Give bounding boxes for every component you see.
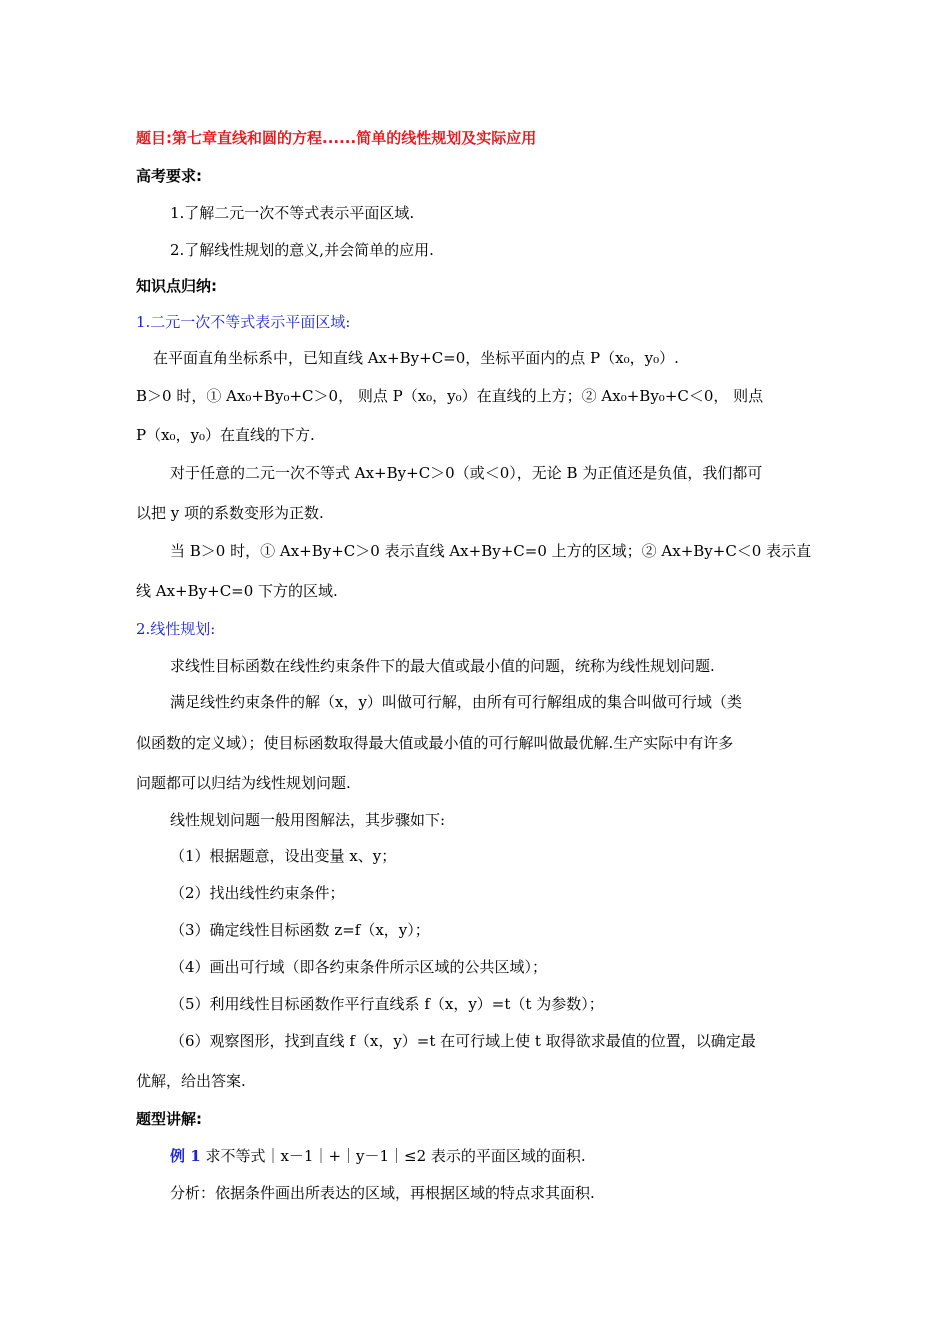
paragraph: P（x₀，y₀）在直线的下方. (136, 426, 315, 444)
paragraph: 对于任意的二元一次不等式 Ax+By+C＞0（或＜0），无论 B 为正值还是负值，我们都可 (170, 464, 763, 482)
paragraph: 满足线性约束条件的解（x，y）叫做可行解，由所有可行解组成的集合叫做可行域（类 (170, 693, 742, 711)
paragraph: 以把 y 项的系数变形为正数. (136, 504, 324, 522)
step-item: （5）利用线性目标函数作平行直线系 f（x，y）=t（t 为参数）； (170, 995, 604, 1013)
step-item: （3）确定线性目标函数 z=f（x，y）； (170, 921, 430, 939)
paragraph: 求线性目标函数在线性约束条件下的最大值或最小值的问题，统称为线性规划问题. (170, 657, 715, 675)
knowledge-heading: 知识点归纳: (136, 277, 217, 295)
requirements-heading: 高考要求: (136, 167, 202, 185)
step-item: （6）观察图形，找到直线 f（x，y）=t 在可行域上使 t 取得欲求最值的位置，以确定最 (170, 1032, 756, 1050)
page-title: 题目:第七章直线和圆的方程......简单的线性规划及实际应用 (136, 129, 537, 147)
paragraph: 线 Ax+By+C=0 下方的区域. (136, 582, 338, 600)
paragraph: B＞0 时，① Ax₀+By₀+C＞0， 则点 P（x₀，y₀）在直线的上方；② Ax₀+By₀+C＜0， 则点 (136, 387, 764, 405)
paragraph: 当 B＞0 时，① Ax+By+C＞0 表示直线 Ax+By+C=0 上方的区域；② Ax+By+C＜0 表示直 (170, 542, 812, 560)
requirement-2: 2.了解线性规划的意义,并会简单的应用. (170, 241, 434, 259)
examples-heading: 题型讲解: (136, 1110, 202, 1128)
example-1-label: 例 1 (170, 1147, 201, 1165)
step-item: 优解，给出答案. (136, 1072, 246, 1090)
step-item: （4）画出可行域（即各约束条件所示区域的公共区域）； (170, 958, 548, 976)
knowledge-section-1-heading: 1.二元一次不等式表示平面区域: (136, 313, 351, 331)
paragraph: 在平面直角坐标系中，已知直线 Ax+By+C=0，坐标平面内的点 P（x₀，y₀）. (153, 349, 679, 367)
requirement-1: 1.了解二元一次不等式表示平面区域. (170, 204, 415, 222)
paragraph: 线性规划问题一般用图解法，其步骤如下: (170, 811, 446, 829)
step-item: （2）找出线性约束条件； (170, 884, 345, 902)
example-1-text: 求不等式｜x－1｜+｜y－1｜≤2 表示的平面区域的面积. (205, 1147, 586, 1165)
knowledge-section-2-heading: 2.线性规划: (136, 620, 216, 638)
example-1 (170, 1146, 586, 1166)
step-item: （1）根据题意，设出变量 x、y； (170, 847, 397, 865)
paragraph: 似函数的定义域）；使目标函数取得最大值或最小值的可行解叫做最优解.生产实际中有许多 (136, 734, 734, 752)
paragraph: 问题都可以归结为线性规划问题. (136, 774, 351, 792)
example-1-analysis: 分析：依据条件画出所表达的区域，再根据区域的特点求其面积. (170, 1184, 595, 1202)
